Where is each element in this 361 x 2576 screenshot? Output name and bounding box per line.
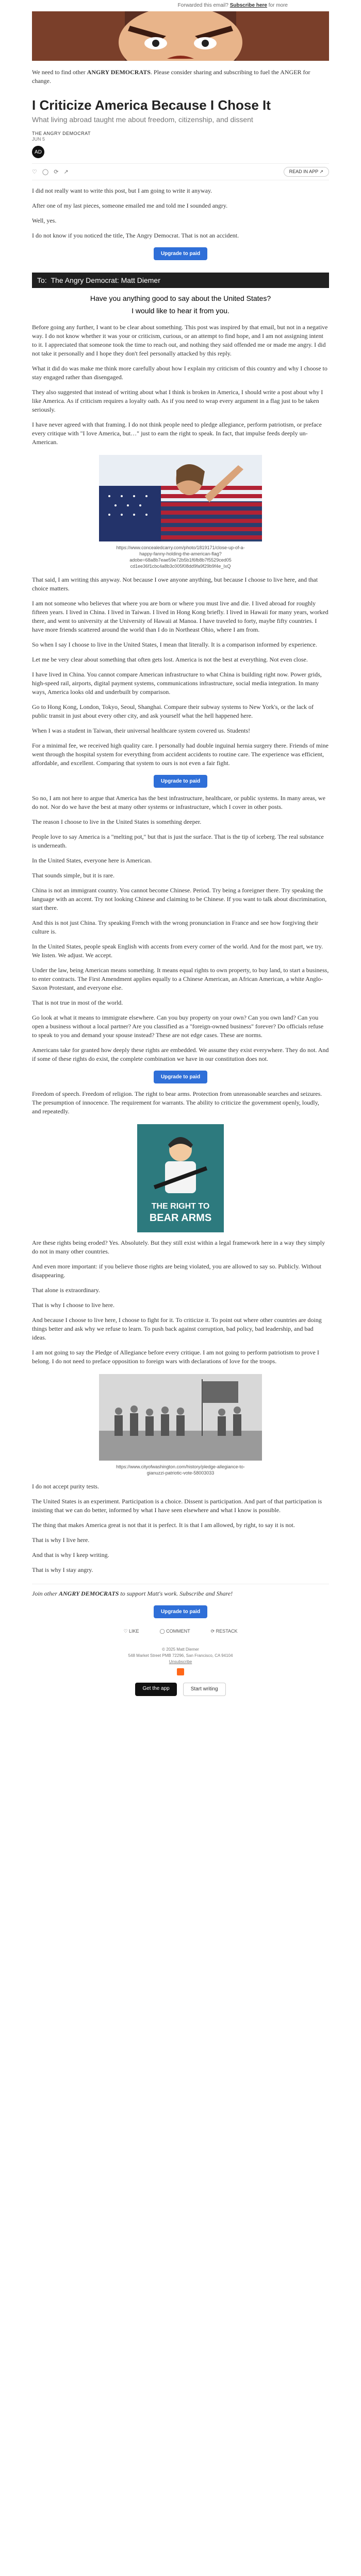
comment-icon[interactable]: ◯ — [42, 169, 49, 175]
signoff-text: Join other ANGRY DEMOCRATS to support Matt's work. Subscribe and Share! — [32, 1584, 329, 1598]
paragraph: Go to Hong Kong, London, Tokyo, Seoul, Shanghai. Compare their subway systems to New York's, or the lack of public transit in just about every other city, and ask yourself what the hell happened here. — [32, 703, 314, 719]
comment-button[interactable]: ◯ COMMENT — [159, 1629, 190, 1634]
forwarded-bar — [0, 0, 361, 11]
paragraph: I have never agreed with that framing. I do not think people need to pledge allegiance, perform patriotism, or preface every critique with "I love America, but…" just to earn the right to speak. In fact, that impulse feeds deeply un-American. — [32, 421, 322, 446]
forwarded-suffix: for more — [268, 3, 288, 8]
paragraph: Go look at what it means to immigrate elsewhere. Can you buy property on your own? Can you own land? Can you open a business without a local partner? Are you classified as a "foreign-owned business" forever? Do officials refuse to speak to you and demand your spouse instead? These are not edge cases. These are norms. — [32, 1014, 324, 1039]
paragraph: They also suggested that instead of writing about what I think is broken in America, I should write a post about why I like America. As if criticism requires a loyalty oath. As if you need to wrap every argument in a flag just to be taken seriously. — [32, 388, 323, 413]
paragraph: The United States is an experiment. Participation is a choice. Dissent is participation. And part of that participation is insisting that we can do better, informed by what I have seen elsewhere and what I know is possible. — [32, 1498, 322, 1514]
paragraph: So when I say I choose to live in the United States, I mean that literally. It is a comparison informed by experience. — [32, 641, 317, 648]
paragraph: That is why I choose to live here. — [32, 1301, 114, 1309]
heart-icon[interactable]: ♡ — [32, 169, 37, 175]
article-subtitle: What living abroad taught me about freedom, citizenship, and dissent — [32, 115, 253, 124]
paragraph: So no, I am not here to argue that America has the best infrastructure, healthcare, or public systems. In many areas, we do not. Nor do we have the best at many other systems or infrastructure, which I cover in other posts. — [32, 794, 325, 810]
paragraph: That is not true in most of the world. — [32, 999, 123, 1006]
get-app-button[interactable]: Get the app — [135, 1683, 176, 1696]
restack-button[interactable]: ⟳ RESTACK — [210, 1629, 238, 1634]
article-body-f — [32, 1239, 329, 1366]
article-title: I Criticize America Because I Chose It — [32, 97, 271, 113]
paragraph: I did not really want to write this post, but I am going to write it anyway. — [32, 187, 212, 194]
paragraph: I have lived in China. You cannot compare American infrastructure to what China is building right now. Power grids, high-speed rail, airports, digital payment systems, communications infrastructure, social media integration. In many ways, America looks old and underbuilt by comparison. — [32, 671, 322, 696]
paragraph: I do not know if you noticed the title, The Angry Democrat. That is not an accident. — [32, 232, 239, 239]
paragraph: After one of my last pieces, someone emailed me and told me I sounded angry. — [32, 202, 228, 209]
email-question: Have you anything good to say about the United States? — [90, 294, 271, 302]
paragraph: Before going any further, I want to be clear about something. This post was inspired by that email, but not in a negative way. I do not know whether it was your or criticism, curious, or an attempt to find hope, and I am not assigning intent to it. I appreciated that someone took the time to reach out, and nothing they said offended me or made me angry. I did not take it personally and I hope they don't feel personally attacked by this reply. — [32, 324, 328, 357]
flag-woman-photo — [99, 455, 262, 541]
start-writing-button[interactable]: Start writing — [183, 1683, 226, 1696]
paragraph: When I was a student in Taiwan, their universal healthcare system covered us. Students! — [32, 727, 251, 734]
paragraph: The thing that makes America great is not that it is perfect. It is that I am allowed, by right, to say it is not. — [32, 1521, 295, 1529]
article-body-g — [32, 1482, 329, 1574]
paragraph: That is why I live here. — [32, 1536, 90, 1544]
upgrade-button[interactable]: Upgrade to paid — [154, 247, 207, 260]
paragraph: People love to say America is a "melting pot," but that is just the surface. That is the tip of iceberg. The real substance is underneath. — [32, 833, 324, 849]
paragraph: And because I choose to live here, I choose to fight for it. To criticize it. To point out where other countries are doing things better and ask why we refuse to learn. To push back against corruption, bad policy, bad leadership, and bad ideas. — [32, 1316, 322, 1341]
copyright: © 2025 Matt Diemer — [162, 1647, 199, 1652]
header-banner-image — [32, 11, 329, 61]
restack-icon[interactable]: ⟳ — [54, 169, 59, 175]
footer-actions — [32, 1629, 329, 1634]
intro-text: We need to find other ANGRY DEMOCRATS. Please consider sharing and subscribing to fuel the ANGER for change. — [32, 69, 310, 84]
poster-line-1: THE RIGHT TO — [151, 1202, 210, 1211]
paragraph: Under the law, being American means something. It means equal rights to own property, to buy land, to start a business, to enter contracts. The First Amendment applies equally to a Chinese American, an African American, a white Anglo-Saxon Protestant, and everyone else. — [32, 967, 329, 991]
article-body-a — [32, 187, 329, 240]
like-button[interactable]: ♡ LIKE — [123, 1629, 139, 1634]
author-name[interactable]: THE ANGRY DEMOCRAT — [32, 131, 91, 136]
paragraph: And even more important: if you believe those rights are being violated, you are allowed to say so. Publicly. Without disappearing. — [32, 1263, 322, 1279]
paragraph: For a minimal fee, we received high quality care. I personally had double inguinal hernia surgery there. Friends of mine went through the hospital system for everything from accident accidents to routine care. The experience was efficient, affordable, and excellent. Comparing that system to ours is not even a fair fight. — [32, 742, 329, 767]
paragraph: In the United States, everyone here is American. — [32, 857, 152, 864]
email-screenshot — [32, 273, 329, 317]
share-icon[interactable]: ↗ — [63, 169, 69, 175]
read-in-app-button[interactable]: READ IN APP ↗ — [284, 167, 329, 177]
byline — [32, 131, 329, 142]
email-request: I would like to hear it from you. — [132, 307, 229, 315]
paragraph: Well, yes. — [32, 217, 57, 224]
poster-line-2: BEAR ARMS — [149, 1212, 212, 1224]
author-avatar[interactable]: AD — [32, 146, 44, 158]
pledge-historical-photo — [99, 1374, 262, 1461]
paragraph: Americans take for granted how deeply these rights are embedded. We assume they exist everywhere. They do not. And if some of these rights do exist, the complete combination we have in our constitution does not. — [32, 1046, 329, 1062]
address: 548 Market Street PMB 72296, San Francisco, CA 94104 — [128, 1653, 233, 1658]
upgrade-button[interactable]: Upgrade to paid — [154, 775, 207, 788]
paragraph: And that is why I keep writing. — [32, 1551, 109, 1558]
paragraph: That said, I am writing this anyway. Not because I owe anyone anything, but because I choose to live here, and that choice matters. — [32, 576, 318, 592]
subscribe-link[interactable]: Subscribe here — [229, 3, 267, 8]
publish-date: JUN 5 — [32, 137, 45, 142]
photo-caption[interactable]: https://www.concealedcarry.com/photo/1819171/close-up-of-a- happy-fanny-holding-the-american-flag? adobe=68a8b7eae59e72b5b1f6fb8b7f5529ced05 cd1ee36f1cbc4a8b3c005f08dd9fa9f29b9f4e_IxQ — [116, 545, 245, 569]
footer — [32, 1647, 329, 1696]
article-body-e — [32, 1090, 329, 1116]
upgrade-button[interactable]: Upgrade to paid — [154, 1071, 207, 1083]
angry-face-illustration — [32, 11, 329, 61]
paragraph: And this is not just China. Try speaking French with the wrong pronunciation in France and see how forgiving their culture is. — [32, 919, 319, 935]
photo-caption[interactable]: https://www.cityofwashington.com/history/pledge-allegiance-to- gianuzzi-patriotic-vote-58003033 — [116, 1464, 245, 1476]
forwarded-text: Forwarded this email? — [177, 3, 228, 8]
action-bar — [32, 163, 329, 180]
paragraph: In the United States, people speak English with accents from every corner of the world. And for the most part, we try. We listen. We adjust. We accept. — [32, 943, 323, 959]
article-body-d — [32, 794, 329, 1063]
article-body-c — [32, 575, 329, 768]
paragraph: I am not going to say the Pledge of Allegiance before every critique. I am not going to perform patriotism to prove I belong. I do not need to preface opposition to foreign wars with declarations of love for the troops. — [32, 1349, 319, 1365]
paragraph: I am not someone who believes that where you are born or where you must live and die. I lived abroad for roughly fifteen years. I lived in China. I lived in Taiwan. I lived in Hong Kong briefly. I lived in Hawaii for many years, worked there, and went to university at the University of Hawaii at Manoa. I have traveled to forty, maybe fifty countries. I have more friends scattered around the world than I do in Northeast Ohio, where I am from. — [32, 600, 329, 633]
upgrade-button[interactable]: Upgrade to paid — [154, 1605, 207, 1618]
paragraph: That is why I stay angry. — [32, 1566, 93, 1573]
right-to-bear-arms-poster — [137, 1124, 224, 1232]
paragraph: The reason I choose to live in the United States is something deeper. — [32, 818, 202, 825]
paragraph: I do not accept purity tests. — [32, 1483, 99, 1490]
article-body-b — [32, 323, 329, 447]
paragraph: Freedom of speech. Freedom of religion. The right to bear arms. Protection from unreasonable searches and seizures. The presumption of innocence. The requirement for warrants. The ability to criticize the government openly, loudly, and repeatedly. — [32, 1090, 322, 1115]
paragraph: Let me be very clear about something that often gets lost. America is not the best at everything. Not even close. — [32, 656, 308, 663]
substack-logo-icon — [177, 1668, 184, 1675]
paragraph: What it did do was make me think more carefully about how I explain my criticism of this country and why I choose to stay engaged rather than disengaged. — [32, 365, 327, 381]
paragraph: That sounds simple, but it is rare. — [32, 872, 114, 879]
unsubscribe-link[interactable]: Unsubscribe — [169, 1659, 192, 1664]
email-to-line: To: The Angry Democrat: Matt Diemer — [32, 273, 329, 288]
paragraph: That alone is extraordinary. — [32, 1286, 100, 1294]
paragraph: China is not an immigrant country. You cannot become Chinese. Period. Try being a foreigner there. Try speaking the language with an accent. Try not looking Chinese and claiming to be Chinese. If you want to talk about discrimination, start there. — [32, 887, 327, 911]
paragraph: Are these rights being eroded? Yes. Absolutely. But they still exist within a legal framework here in a way they simply do not in many other countries. — [32, 1239, 325, 1255]
